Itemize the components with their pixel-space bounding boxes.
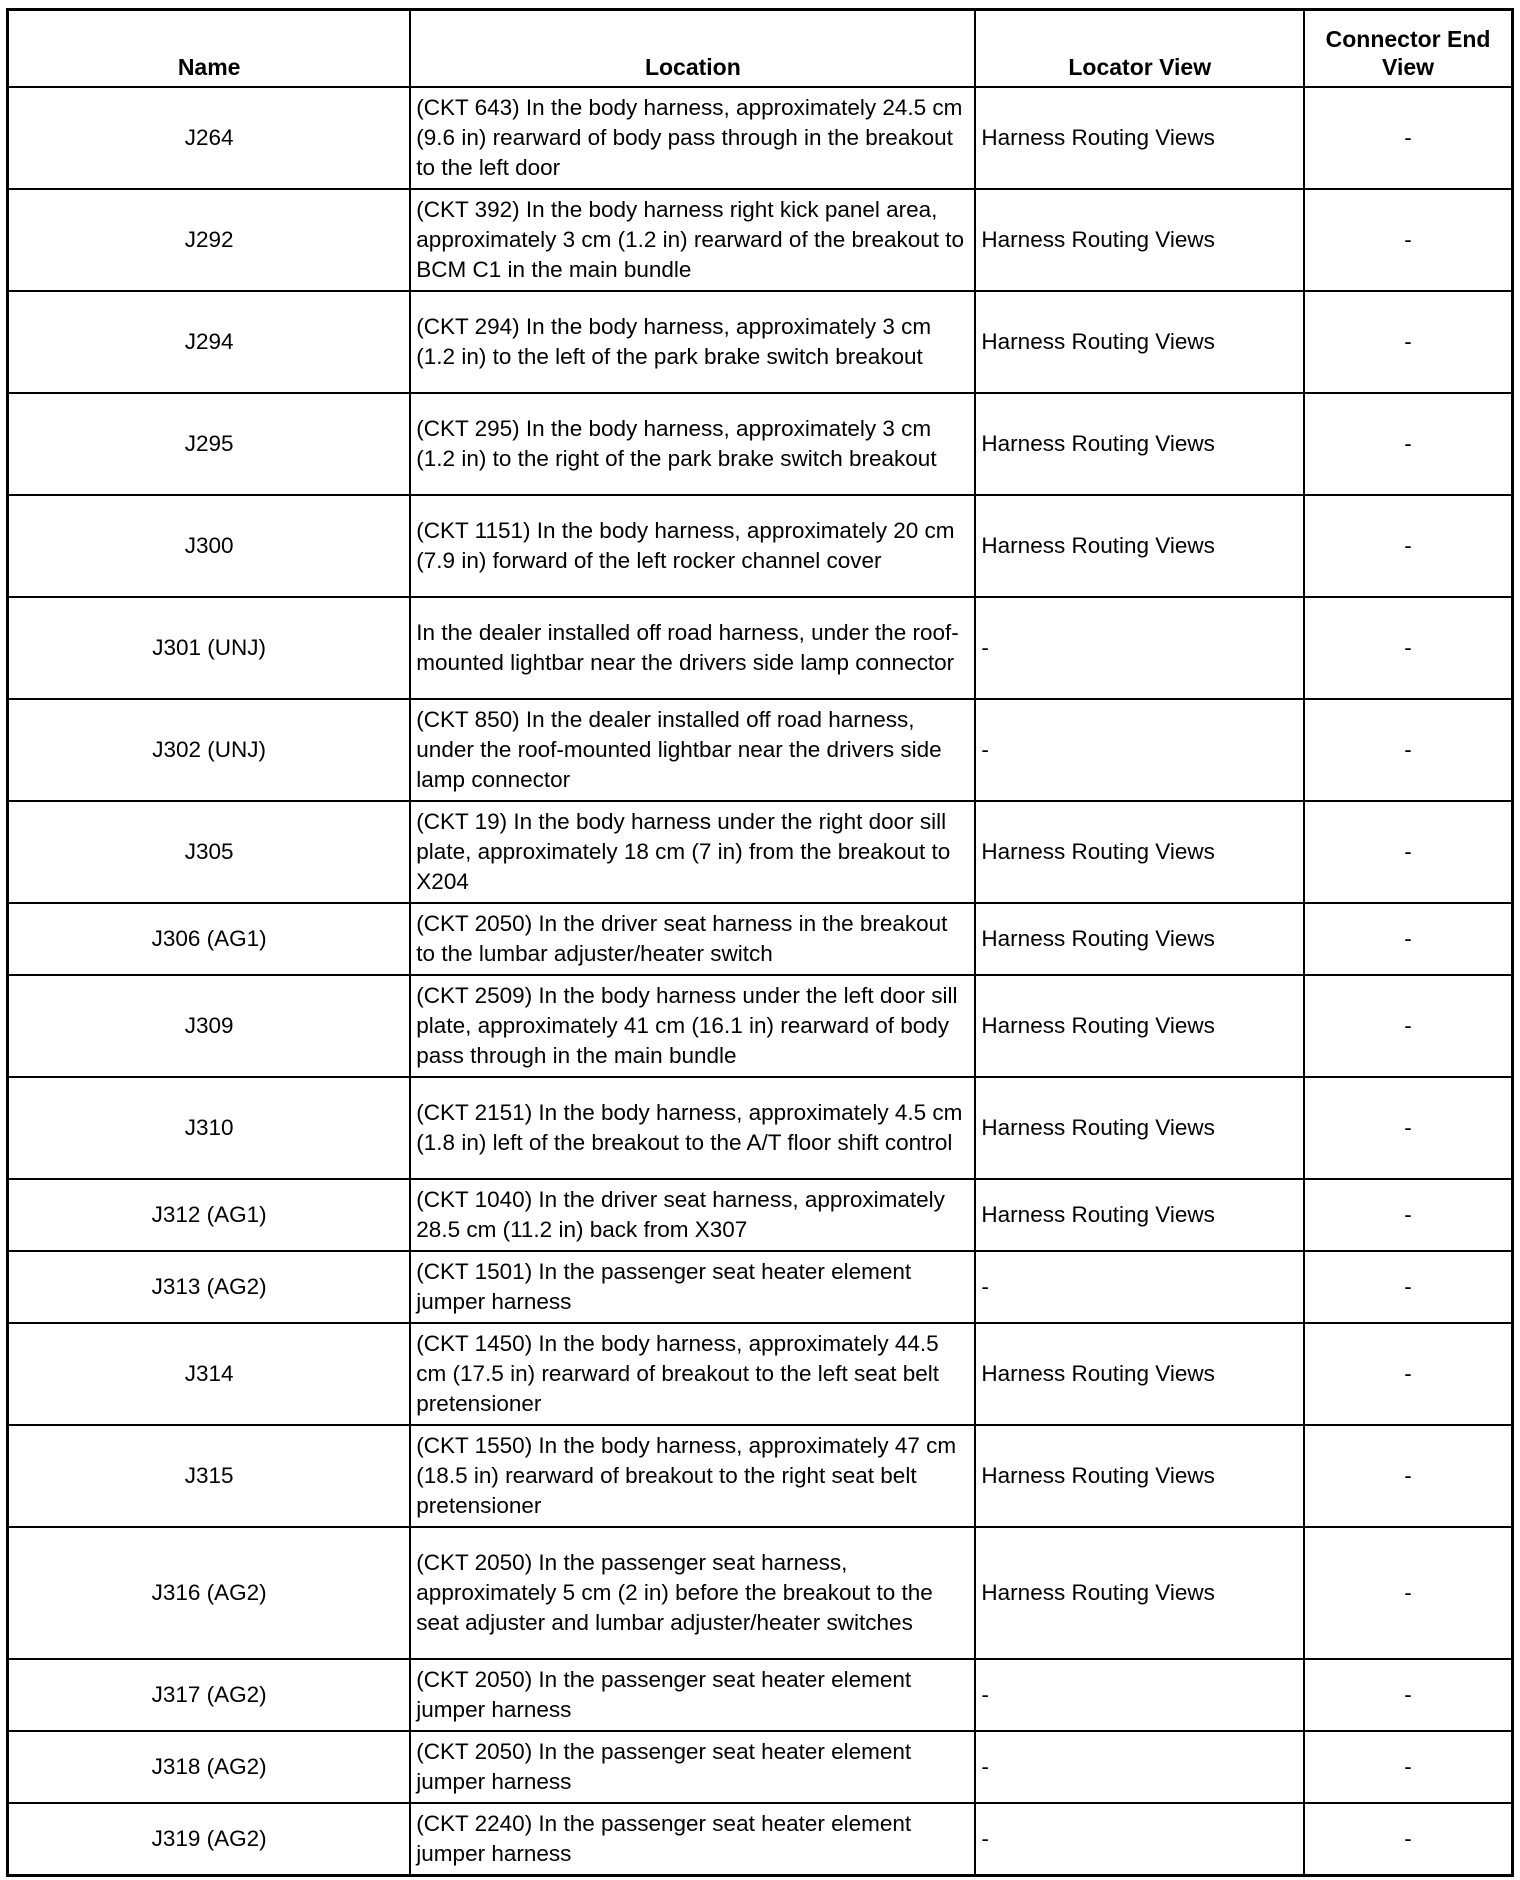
cell-connector-end-view: - [1304,903,1512,975]
table-row [8,1323,1513,1425]
cell-location: (CKT 295) In the body harness, approximately 3 cm (1.2 in) to the right of the park brake switch breakout [410,393,975,495]
cell-locator-view: - [975,1731,1304,1803]
table-row [8,801,1513,903]
cell-location: (CKT 2050) In the passenger seat harness, approximately 5 cm (2 in) before the breakout to the seat adjuster and lumbar adjuster/heater switches [410,1527,975,1659]
table-row [8,1425,1513,1527]
table-row [8,903,1513,975]
cell-location: (CKT 1040) In the driver seat harness, approximately 28.5 cm (11.2 in) back from X307 [410,1179,975,1251]
table-row [8,1077,1513,1179]
cell-locator-view: Harness Routing Views [975,291,1304,393]
cell-connector-end-view: - [1304,1077,1512,1179]
header-connector-end-view-line1: Connector End [1325,26,1491,52]
cell-name: J294 [8,291,411,393]
cell-name: J264 [8,87,411,189]
header-connector-end-view-line2: View [1382,54,1435,80]
cell-connector-end-view: - [1304,699,1512,801]
cell-name: J313 (AG2) [8,1251,411,1323]
table-row [8,87,1513,189]
cell-location: (CKT 1450) In the body harness, approximately 44.5 cm (17.5 in) rearward of breakout to the left seat belt pretensioner [410,1323,975,1425]
cell-locator-view: Harness Routing Views [975,1425,1304,1527]
table-row [8,975,1513,1077]
cell-locator-view: Harness Routing Views [975,975,1304,1077]
cell-connector-end-view: - [1304,1803,1512,1876]
cell-locator-view: Harness Routing Views [975,393,1304,495]
cell-locator-view: - [975,1659,1304,1731]
cell-name: J310 [8,1077,411,1179]
cell-name: J317 (AG2) [8,1659,411,1731]
cell-locator-view: Harness Routing Views [975,903,1304,975]
table-row [8,291,1513,393]
table-header-row [8,10,1513,88]
table-row [8,699,1513,801]
cell-name: J316 (AG2) [8,1527,411,1659]
table-row [8,1731,1513,1803]
table-row [8,1803,1513,1876]
table-row [8,597,1513,699]
cell-location: (CKT 19) In the body harness under the right door sill plate, approximately 18 cm (7 in) from the breakout to X204 [410,801,975,903]
cell-locator-view: Harness Routing Views [975,1323,1304,1425]
cell-connector-end-view: - [1304,801,1512,903]
cell-name: J318 (AG2) [8,1731,411,1803]
cell-connector-end-view: - [1304,1659,1512,1731]
table-row [8,1659,1513,1731]
cell-locator-view: - [975,1251,1304,1323]
cell-connector-end-view: - [1304,975,1512,1077]
cell-location: (CKT 2151) In the body harness, approximately 4.5 cm (1.8 in) left of the breakout to the A/T floor shift control [410,1077,975,1179]
cell-location: (CKT 2240) In the passenger seat heater element jumper harness [410,1803,975,1876]
table-row [8,1179,1513,1251]
table-row [8,1527,1513,1659]
cell-location: (CKT 1550) In the body harness, approximately 47 cm (18.5 in) rearward of breakout to the right seat belt pretensioner [410,1425,975,1527]
cell-location: (CKT 2050) In the passenger seat heater element jumper harness [410,1659,975,1731]
cell-name: J305 [8,801,411,903]
cell-location: (CKT 2509) In the body harness under the left door sill plate, approximately 41 cm (16.1 in) rearward of body pass through in the main bundle [410,975,975,1077]
cell-locator-view: - [975,597,1304,699]
cell-locator-view: Harness Routing Views [975,495,1304,597]
header-connector-end-view [1304,10,1512,88]
cell-name: J306 (AG1) [8,903,411,975]
cell-connector-end-view: - [1304,495,1512,597]
cell-name: J301 (UNJ) [8,597,411,699]
cell-locator-view: Harness Routing Views [975,189,1304,291]
cell-locator-view: Harness Routing Views [975,87,1304,189]
cell-name: J300 [8,495,411,597]
cell-name: J302 (UNJ) [8,699,411,801]
cell-connector-end-view: - [1304,1179,1512,1251]
cell-location: (CKT 2050) In the passenger seat heater element jumper harness [410,1731,975,1803]
cell-location: (CKT 643) In the body harness, approximately 24.5 cm (9.6 in) rearward of body pass through in the breakout to the left door [410,87,975,189]
cell-location: (CKT 294) In the body harness, approximately 3 cm (1.2 in) to the left of the park brake switch breakout [410,291,975,393]
header-locator-view: Locator View [975,10,1304,88]
cell-location: (CKT 1501) In the passenger seat heater element jumper harness [410,1251,975,1323]
cell-connector-end-view: - [1304,597,1512,699]
splice-location-table [6,8,1514,1877]
cell-connector-end-view: - [1304,189,1512,291]
cell-name: J314 [8,1323,411,1425]
cell-connector-end-view: - [1304,1323,1512,1425]
cell-connector-end-view: - [1304,1425,1512,1527]
table-row [8,189,1513,291]
cell-location: (CKT 392) In the body harness right kick panel area, approximately 3 cm (1.2 in) rearward of the breakout to BCM C1 in the main bundle [410,189,975,291]
cell-locator-view: - [975,699,1304,801]
table-row [8,1251,1513,1323]
cell-connector-end-view: - [1304,291,1512,393]
cell-connector-end-view: - [1304,1251,1512,1323]
cell-name: J315 [8,1425,411,1527]
cell-name: J319 (AG2) [8,1803,411,1876]
header-name: Name [8,10,411,88]
cell-locator-view: - [975,1803,1304,1876]
cell-connector-end-view: - [1304,87,1512,189]
header-location: Location [410,10,975,88]
cell-locator-view: Harness Routing Views [975,801,1304,903]
cell-location: (CKT 850) In the dealer installed off road harness, under the roof-mounted lightbar near the drivers side lamp connector [410,699,975,801]
table-row [8,393,1513,495]
cell-name: J309 [8,975,411,1077]
cell-location: (CKT 2050) In the driver seat harness in the breakout to the lumbar adjuster/heater switch [410,903,975,975]
cell-connector-end-view: - [1304,393,1512,495]
cell-locator-view: Harness Routing Views [975,1077,1304,1179]
cell-connector-end-view: - [1304,1731,1512,1803]
table-row [8,495,1513,597]
cell-location: (CKT 1151) In the body harness, approximately 20 cm (7.9 in) forward of the left rocker channel cover [410,495,975,597]
cell-locator-view: Harness Routing Views [975,1179,1304,1251]
cell-location: In the dealer installed off road harness, under the roof-mounted lightbar near the drivers side lamp connector [410,597,975,699]
cell-name: J295 [8,393,411,495]
cell-name: J292 [8,189,411,291]
cell-connector-end-view: - [1304,1527,1512,1659]
cell-name: J312 (AG1) [8,1179,411,1251]
cell-locator-view: Harness Routing Views [975,1527,1304,1659]
